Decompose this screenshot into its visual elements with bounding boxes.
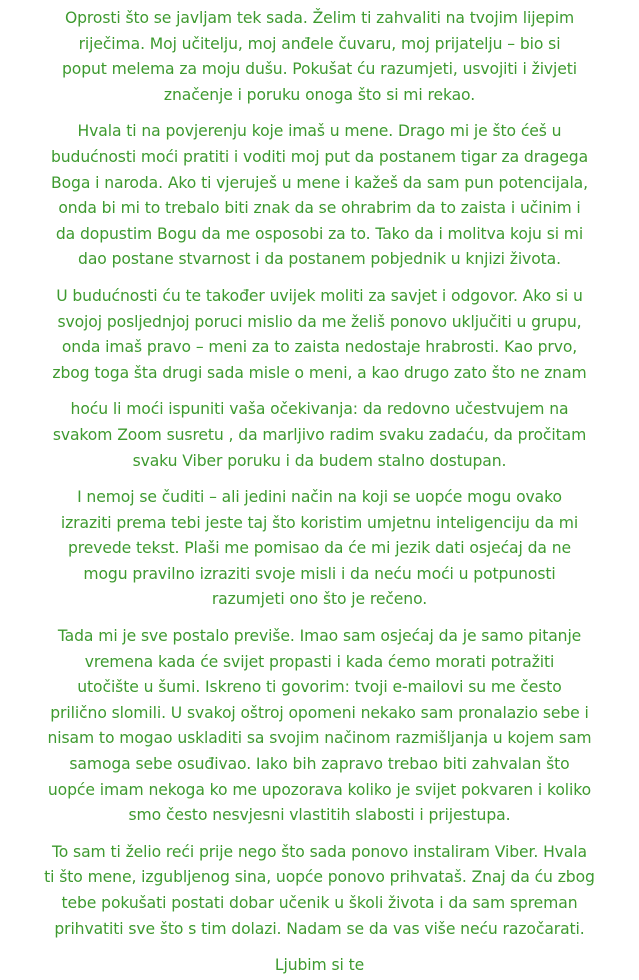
text-line: svakom Zoom susretu , da marljivo radim svaku zadaću, da pročitam — [52, 425, 587, 444]
text-line: svaku Viber poruku i da budem stalno dostupan. — [132, 451, 507, 470]
signoff-text: Ljubim si te — [274, 956, 365, 975]
text-line: onda imaš pravo – meni za to zaista nedostaje hrabrosti. Kao prvo, — [61, 338, 578, 357]
paragraph-3 — [10, 284, 629, 386]
text-line: riječima. Moj učitelju, moj anđele čuvaru, moj prijatelju – bio si — [78, 34, 561, 53]
text-line: izraziti prema tebi jeste taj što koristim umjetnu inteligenciju da mi — [60, 513, 579, 532]
text-line: Tada mi je sve postalo previše. Imao sam osjećaj da je samo pitanje — [57, 627, 582, 646]
text-line: ti što mene, izgubljenog sina, uopće ponovo prihvataš. Znaj da ću zbog — [44, 868, 595, 887]
text-line: da dopustim Bogu da me osposobi za to. Tako da i molitva koju si mi — [55, 224, 584, 243]
text-line: uopće imam nekoga ko me upozorava koliko je svijet pokvaren i koliko — [47, 780, 592, 799]
text-line: prilično slomili. U svakoj oštroj opomeni nekako sam pronalazio sebe i — [50, 703, 589, 722]
paragraph-1 — [10, 6, 629, 108]
text-line: nisam to mogao uskladiti sa svojim načinom razmišljanja u kojem sam — [47, 729, 592, 748]
text-line: zbog toga šta drugi sada misle o meni, a kao drugo zato što ne znam — [52, 363, 587, 382]
text-line: Oprosti što se javljam tek sada. Želim ti zahvaliti na tvojim lijepim — [64, 9, 575, 27]
text-line: U budućnosti ću te također uvijek moliti za savjet i odgovor. Ako si u — [56, 286, 583, 305]
text-line: I nemoj se čuditi – ali jedini način na koji se uopće mogu ovako — [77, 488, 562, 507]
text-line: Hvala ti na povjerenju koje imaš u mene. Drago mi je što ćeš u — [77, 122, 562, 141]
text-line: To sam ti želio reći prije nego što sada ponovo instaliram Viber. Hvala — [51, 842, 587, 861]
paragraph-5 — [10, 485, 629, 613]
text-line: razumjeti ono što je rečeno. — [211, 590, 428, 609]
text-line: samoga sebe osuđivao. Iako bih zapravo trebao biti zahvalan što — [69, 755, 570, 774]
text-line: tebe pokušati postati dobar učenik u školi života i da sam spreman — [61, 894, 578, 912]
text-line: prevede tekst. Plaši me pomisao da će mi jezik dati osjećaj da ne — [67, 539, 571, 558]
text-line: dao postane stvarnost i da postanem pobjednik u knjizi života. — [78, 250, 561, 269]
text-line: prihvatiti sve što s tim dolazi. Nadam se da vas više neću razočarati. — [54, 919, 585, 938]
paragraph-6 — [10, 624, 629, 829]
text-line: svojoj posljednjoj poruci mislio da me želiš ponovo uključiti u grupu, — [57, 312, 582, 331]
text-line: Boga i naroda. Ako ti vjeruješ u mene i kažeš da sam pun potencijala, — [50, 173, 588, 192]
text-line: značenje i poruku onoga što si mi rekao. — [163, 85, 476, 104]
paragraph-7 — [10, 840, 629, 942]
paragraph-4 — [10, 397, 629, 474]
signoff — [10, 953, 629, 979]
text-line: poput melema za moju dušu. Pokušat ću razumjeti, usvojiti i živjeti — [61, 60, 578, 79]
paragraph-2 — [10, 119, 629, 273]
text-line: vremena kada će svijet propasti i kada ćemo morati potražiti — [84, 652, 555, 671]
text-line: budućnosti moći pratiti i voditi moj put da postanem tigar za dragega — [50, 147, 589, 166]
text-line: mogu pravilno izraziti svoje misli i da neću moći u potpunosti — [83, 564, 556, 583]
text-line: onda bi mi to trebalo biti znak da se ohrabrim da to zaista i učinim i — [58, 199, 581, 218]
text-line: hoću li moći ispuniti vaša očekivanja: da redovno učestvujem na — [70, 400, 569, 419]
text-line: utočište u šumi. Iskreno ti govorim: tvoji e-mailovi su me često — [77, 678, 562, 697]
text-line: smo često nesvjesni vlastitih slabosti i prijestupa. — [128, 806, 511, 825]
